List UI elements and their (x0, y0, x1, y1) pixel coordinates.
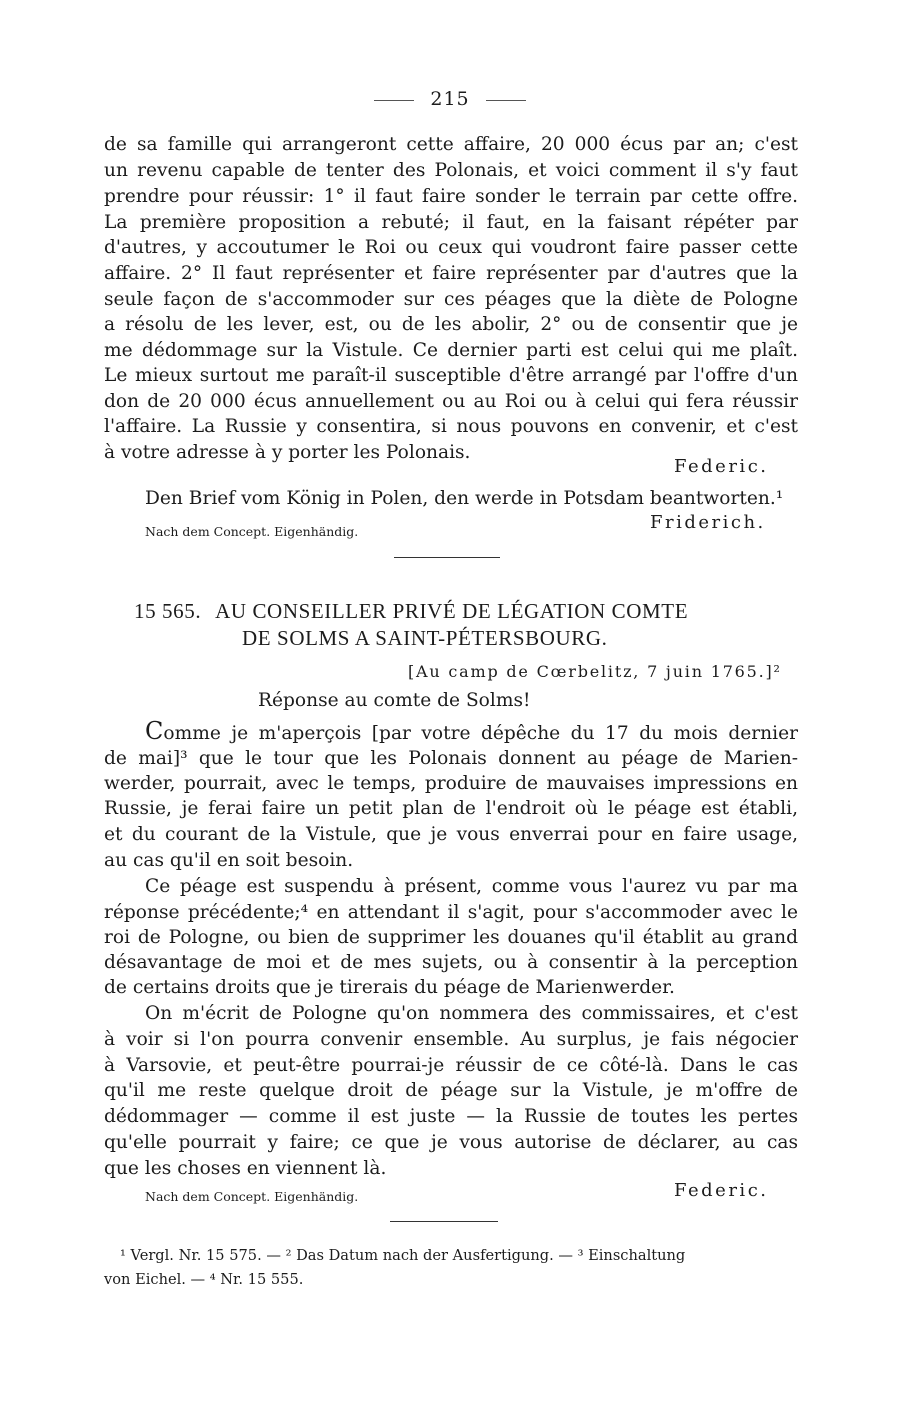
text-line: d'autres, y accoutumer le Roi ou ceux qui voudront faire passer cette (104, 237, 798, 258)
text-line: de sa famille qui arrangeront cette affaire, 20 000 écus par an; c'est (104, 134, 798, 155)
text-line: à votre adresse à y porter les Polonais. (104, 442, 471, 463)
text-line: affaire. 2° Il faut représenter et faire représenter par d'autres que la (104, 263, 798, 284)
text-line: dédommager — comme il est juste — la Russie de toutes les pertes (104, 1106, 798, 1127)
letter-number: 15 565. (134, 599, 202, 623)
source-note: Nach dem Concept. Eigenhändig. (145, 524, 359, 539)
text-line-rest: omme je m'aperçois [par votre dépêche du 17 du mois dernier (163, 723, 798, 744)
header-rule-right (486, 100, 526, 101)
postscript: Den Brief vom König in Polen, den werde in Potsdam beantworten.¹ (145, 488, 784, 509)
text-line: désavantage de moi et de mes sujets, ou à consentir à la perception (104, 952, 798, 973)
text-line (145, 718, 798, 747)
text-line: de certains droits que je tirerais du péage de Marienwerder. (104, 977, 675, 998)
text-line: à Varsovie, et peut-être pourrai-je réussir de ce côté-là. Dans le cas (104, 1055, 798, 1076)
letter-recipient-line1: AU CONSEILLER PRIVÉ DE LÉGATION COMTE (215, 599, 689, 623)
signature-friderich: Friderich. (650, 512, 766, 533)
letter-heading (134, 599, 688, 624)
letter-recipient-line2: DE SOLMS A SAINT-PÉTERSBOURG. (242, 626, 608, 650)
page-header (0, 88, 900, 110)
text-line: werder, pourrait, avec le temps, produire de mauvaises impressions en (104, 773, 798, 794)
text-line: seule façon de s'accommoder sur ces péages que la diète de Pologne (104, 289, 798, 310)
text-line: Russie, je ferai faire un petit plan de l'endroit où le péage est établi, (104, 798, 798, 819)
text-line: l'affaire. La Russie y consentira, si nous pouvons en convenir, et c'est (104, 416, 798, 437)
dateline: [Au camp de Cœrbelitz, 7 juin 1765.]² (408, 662, 782, 681)
text-line: qu'elle pourrait y faire; ce que je vous autorise de déclarer, au cas (104, 1132, 798, 1153)
text-line: Ce péage est suspendu à présent, comme vous l'aurez vu par ma (145, 876, 798, 897)
page-number: 215 (430, 88, 470, 110)
text-line: un revenu capable de tenter des Polonais, et voici comment il s'y faut (104, 160, 798, 181)
text-line: au cas qu'il en soit besoin. (104, 850, 354, 871)
text-line: de mai]³ que le tour que les Polonais donnent au péage de Marien- (104, 748, 798, 769)
text-line: que les choses en viennent là. (104, 1158, 387, 1179)
source-note: Nach dem Concept. Eigenhändig. (145, 1189, 359, 1204)
text-line: roi de Pologne, ou bien de supprimer les douanes qu'il établit au grand (104, 927, 798, 948)
salutation: Réponse au comte de Solms! (258, 690, 531, 711)
text-line: La première proposition a rebuté; il faut, en la faisant répéter par (104, 212, 798, 233)
text-line: réponse précédente;⁴ en attendant il s'agit, pour s'accommoder avec le (104, 902, 798, 923)
footnote-divider (390, 1221, 498, 1222)
signature-federic: Federic. (674, 456, 769, 477)
section-divider (394, 557, 500, 558)
text-line: a résolu de les lever, est, ou de les abolir, 2° ou de consentir que je (104, 314, 798, 335)
footnote-line: von Eichel. — ⁴ Nr. 15 555. (104, 1271, 304, 1288)
initial-letter: C (145, 717, 164, 745)
text-line: me dédommage sur la Vistule. Ce dernier parti est celui qui me plaît. (104, 340, 798, 361)
header-rule-left (374, 100, 414, 101)
text-line: qu'il me reste quelque droit de péage sur la Vistule, je m'offre de (104, 1080, 798, 1101)
text-line: et du courant de la Vistule, que je vous enverrai pour en faire usage, (104, 824, 798, 845)
text-line: prendre pour réussir: 1° il faut faire sonder le terrain par cette offre. (104, 186, 798, 207)
text-line: don de 20 000 écus annuellement ou au Roi ou à celui qui fera réussir (104, 391, 798, 412)
text-line: On m'écrit de Pologne qu'on nommera des commissaires, et c'est (145, 1003, 798, 1024)
signature-federic: Federic. (674, 1180, 769, 1201)
text-line: Le mieux surtout me paraît-il susceptible d'être arrangé par l'offre d'un (104, 365, 798, 386)
footnote-line: ¹ Vergl. Nr. 15 575. — ² Das Datum nach der Ausfertigung. — ³ Einschaltung (120, 1247, 686, 1264)
text-line: à voir si l'on pourra convenir ensemble. Au surplus, je fais négocier (104, 1029, 798, 1050)
